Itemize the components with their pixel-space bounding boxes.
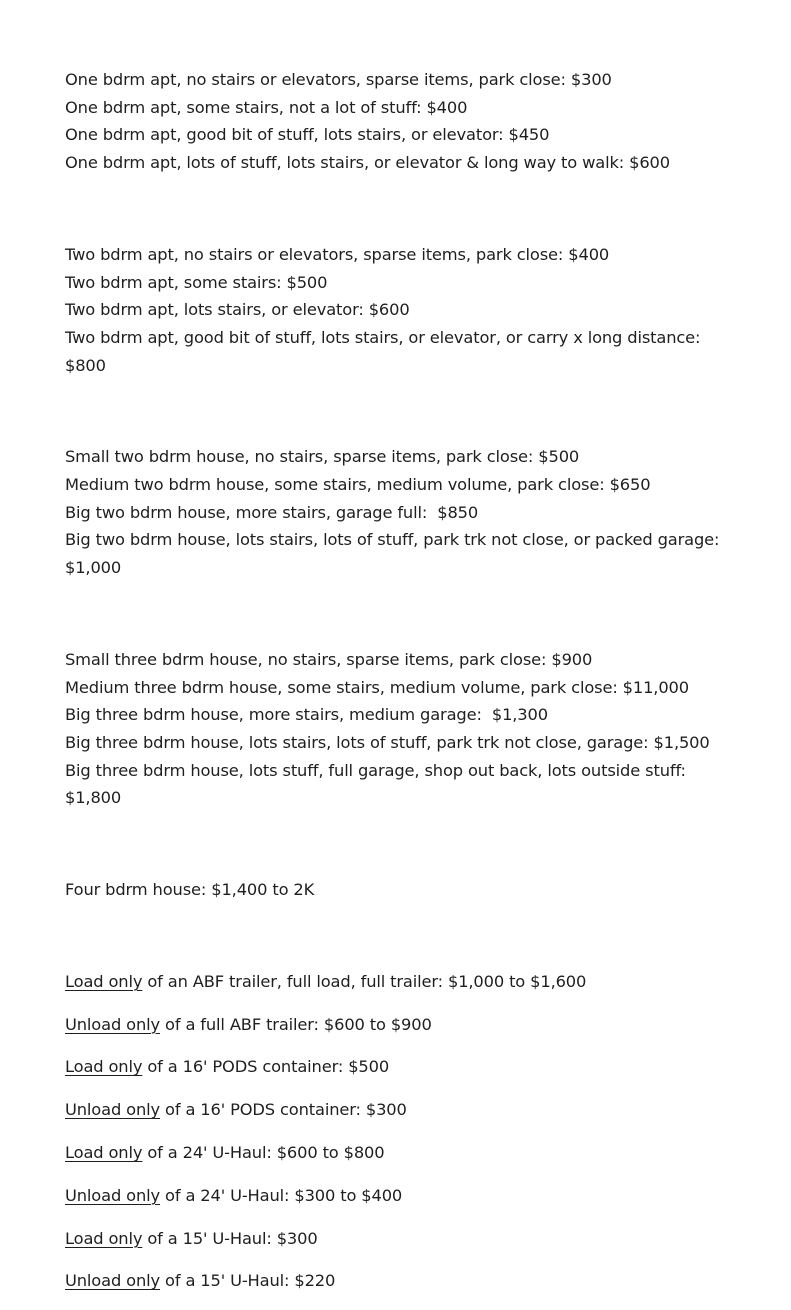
- price-line: One bdrm apt, no stairs or elevators, sparse items, park close: $300: [65, 70, 612, 89]
- price-line: Big two bdrm house, more stairs, garage full: $850: [65, 502, 479, 522]
- two-bedroom-apartment-prices: [65, 241, 735, 380]
- service-detail: of an ABF trailer, full load, full trailer: $1,000 to $1,600: [142, 971, 587, 991]
- price-line: Big three bdrm house, lots stuff, full garage, shop out back, lots outside stuff: $1,800: [65, 760, 691, 808]
- service-detail: of a full ABF trailer: $600 to $900: [160, 1014, 432, 1034]
- price-line: Two bdrm apt, lots stairs, or elevator: $600: [65, 300, 410, 320]
- service-type: Load only: [65, 971, 143, 991]
- service-line: [65, 1096, 735, 1124]
- service-detail: of a 16' PODS container: $500: [142, 1057, 390, 1077]
- price-line: One bdrm apt, good bit of stuff, lots stairs, or elevator: $450: [65, 125, 550, 145]
- service-line: [65, 1267, 735, 1295]
- service-type: Load only: [65, 1228, 143, 1248]
- service-line: [65, 1225, 735, 1253]
- service-line: [65, 1011, 735, 1039]
- service-line: [65, 1182, 735, 1210]
- service-detail: of a 15' U-Haul: $220: [160, 1271, 336, 1291]
- price-line: Small three bdrm house, no stairs, sparse items, park close: $900: [65, 649, 593, 669]
- service-detail: of a 24' U-Haul: $300 to $400: [160, 1185, 403, 1205]
- four-bedroom-house-prices: [65, 876, 735, 904]
- price-line: One bdrm apt, some stairs, not a lot of stuff: $400: [65, 97, 468, 117]
- price-line: Two bdrm apt, some stairs: $500: [65, 272, 328, 292]
- service-detail: of a 24' U-Haul: $600 to $800: [142, 1142, 385, 1162]
- price-document: [65, 66, 735, 1310]
- three-bedroom-house-prices: [65, 646, 735, 812]
- two-bedroom-house-prices: [65, 443, 735, 582]
- price-line: Big three bdrm house, more stairs, medium garage: $1,300: [65, 705, 548, 725]
- price-line: Two bdrm apt, no stairs or elevators, sparse items, park close: $400: [65, 244, 610, 264]
- service-detail: of a 15' U-Haul: $300: [142, 1228, 318, 1248]
- price-line: Small two bdrm house, no stairs, sparse items, park close: $500: [65, 447, 580, 467]
- price-line: Big two bdrm house, lots stairs, lots of stuff, park trk not close, or packed garage: $1,000: [65, 530, 725, 578]
- service-type: Unload only: [65, 1185, 160, 1205]
- service-type: Unload only: [65, 1014, 160, 1034]
- one-bedroom-apartment-prices: [65, 66, 735, 177]
- service-line: [65, 1139, 735, 1167]
- service-line: [65, 968, 735, 996]
- service-type: Load only: [65, 1142, 143, 1162]
- price-line: Medium three bdrm house, some stairs, medium volume, park close: $11,000: [65, 677, 689, 697]
- price-line: Big three bdrm house, lots stairs, lots of stuff, park trk not close, garage: $1,500: [65, 732, 710, 752]
- price-line: Four bdrm house: $1,400 to 2K: [65, 880, 315, 900]
- service-type: Unload only: [65, 1271, 160, 1291]
- service-detail: of a 16' PODS container: $300: [160, 1100, 407, 1120]
- service-type: Unload only: [65, 1100, 160, 1120]
- price-line: One bdrm apt, lots of stuff, lots stairs, or elevator & long way to walk: $600: [65, 153, 670, 173]
- load-unload-services: [65, 968, 735, 1295]
- price-line: Two bdrm apt, good bit of stuff, lots stairs, or elevator, or carry x long distance: $800: [65, 327, 706, 375]
- price-line: Medium two bdrm house, some stairs, medium volume, park close: $650: [65, 475, 651, 495]
- service-line: [65, 1053, 735, 1081]
- service-type: Load only: [65, 1057, 143, 1077]
